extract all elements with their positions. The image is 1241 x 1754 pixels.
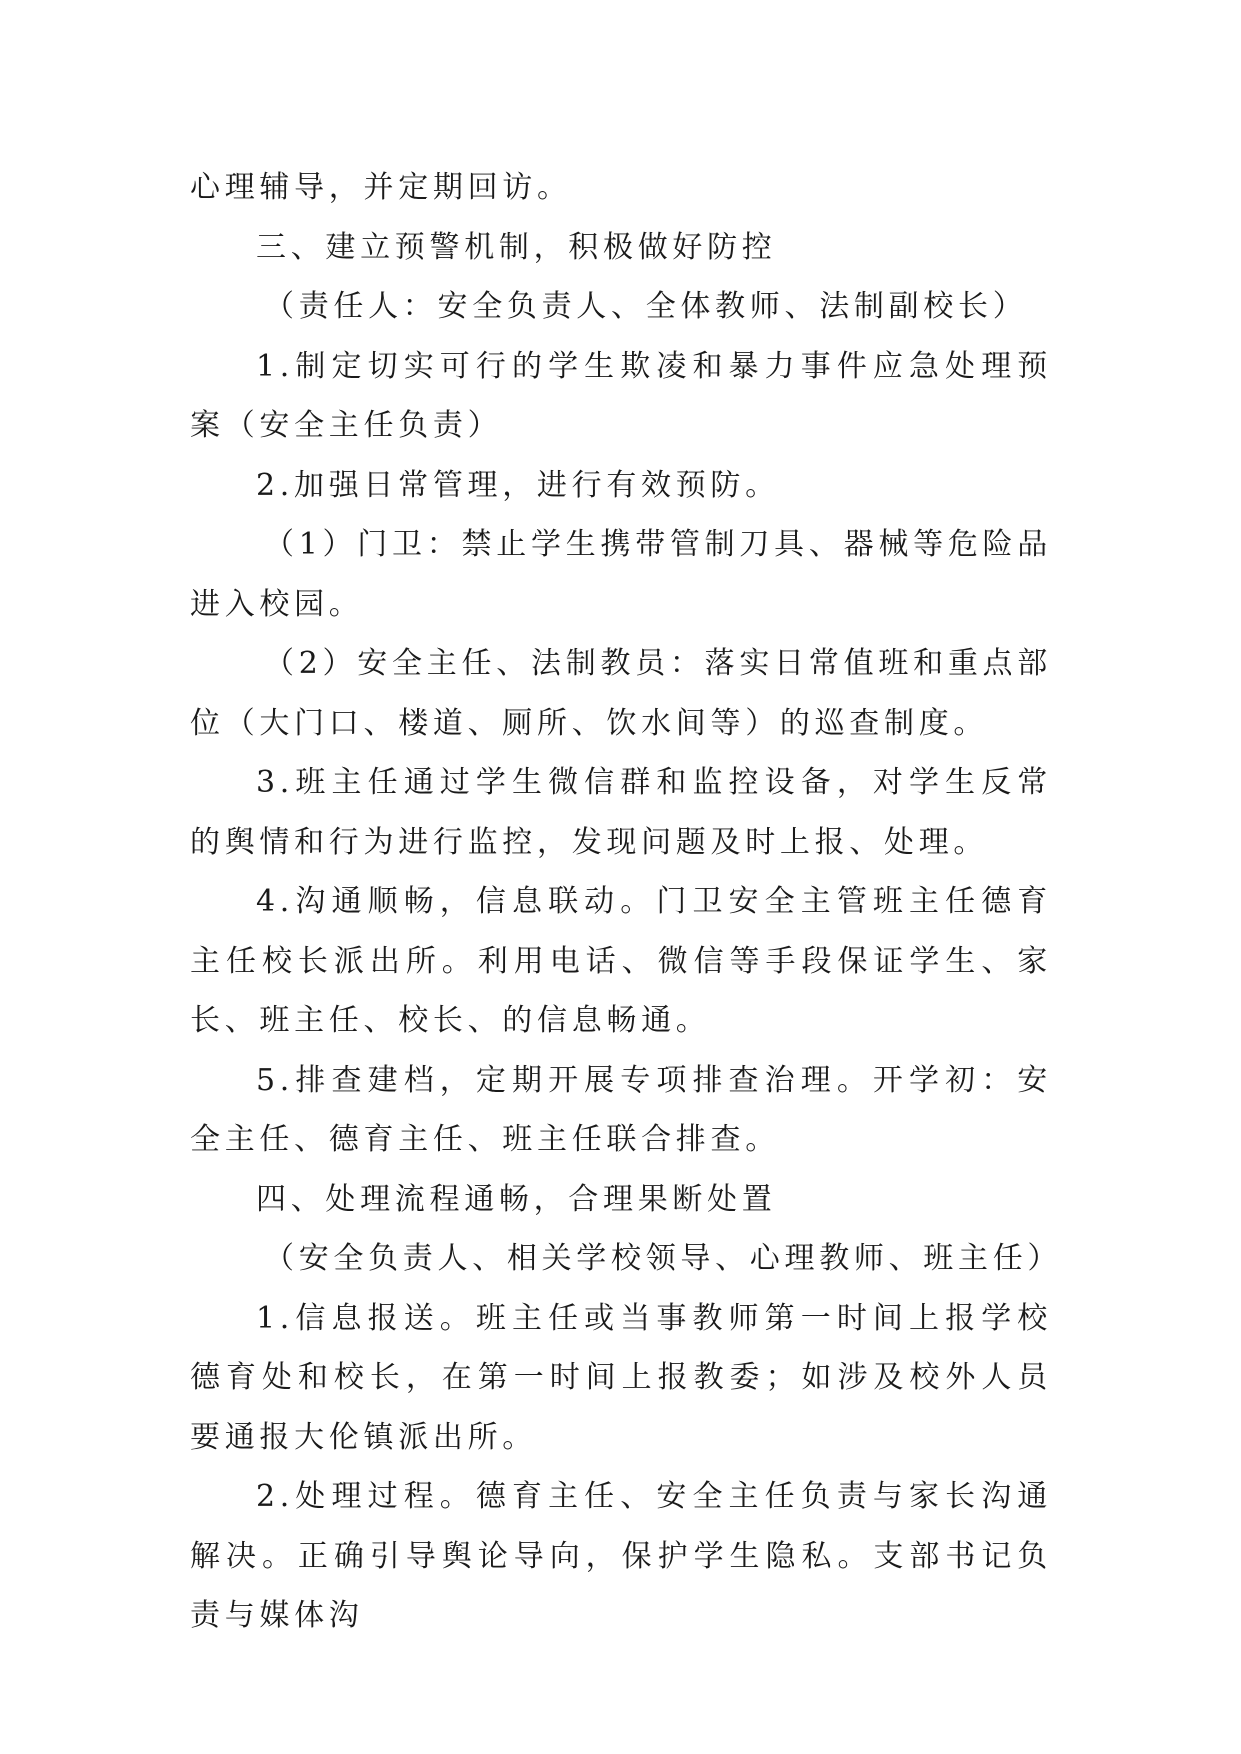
paragraph-continuation: 心理辅导，并定期回访。 xyxy=(190,170,572,205)
section-heading-four: 四、处理流程通畅，合理果断处置 xyxy=(256,1181,777,1217)
responsible-persons-four: （安全负责人、相关学校领导、心理教师、班主任） xyxy=(264,1241,1063,1276)
responsible-persons-three: （责任人：安全负责人、全体教师、法制副校长） xyxy=(264,289,1028,324)
document-body xyxy=(190,158,1063,1646)
list-item-2: 2.加强日常管理，进行有效预防。 xyxy=(256,467,780,503)
list-item-4: 4.沟通顺畅，信息联动。门卫安全主管班主任德育主任校长派出所。利用电话、微信等手段保证学生、家长、班主任、校长、的信息畅通。 xyxy=(190,884,1052,1038)
list-item-3: 3.班主任通过学生微信群和监控设备，对学生反常的舆情和行为进行监控，发现问题及时上报、处理。 xyxy=(190,765,1052,860)
process-item-2: 2.处理过程。德育主任、安全主任负责与家长沟通解决。正确引导舆论导向，保护学生隐私。支部书记负责与媒体沟 xyxy=(190,1479,1052,1633)
process-item-1: 1.信息报送。班主任或当事教师第一时间上报学校德育处和校长，在第一时间上报教委；如涉及校外人员要通报大伦镇派出所。 xyxy=(190,1300,1052,1455)
sub-item-1: （1）门卫：禁止学生携带管制刀具、器械等危险品进入校园。 xyxy=(190,527,1052,622)
sub-item-2: （2）安全主任、法制教员：落实日常值班和重点部位（大门口、楼道、厕所、饮水间等）的巡查制度。 xyxy=(190,646,1052,741)
list-item-1: 1.制定切实可行的学生欺凌和暴力事件应急处理预案（安全主任负责） xyxy=(190,348,1052,443)
list-item-5: 5.排查建档，定期开展专项排查治理。开学初：安全主任、德育主任、班主任联合排查。 xyxy=(190,1062,1052,1157)
section-heading-three: 三、建立预警机制，积极做好防控 xyxy=(256,229,777,265)
